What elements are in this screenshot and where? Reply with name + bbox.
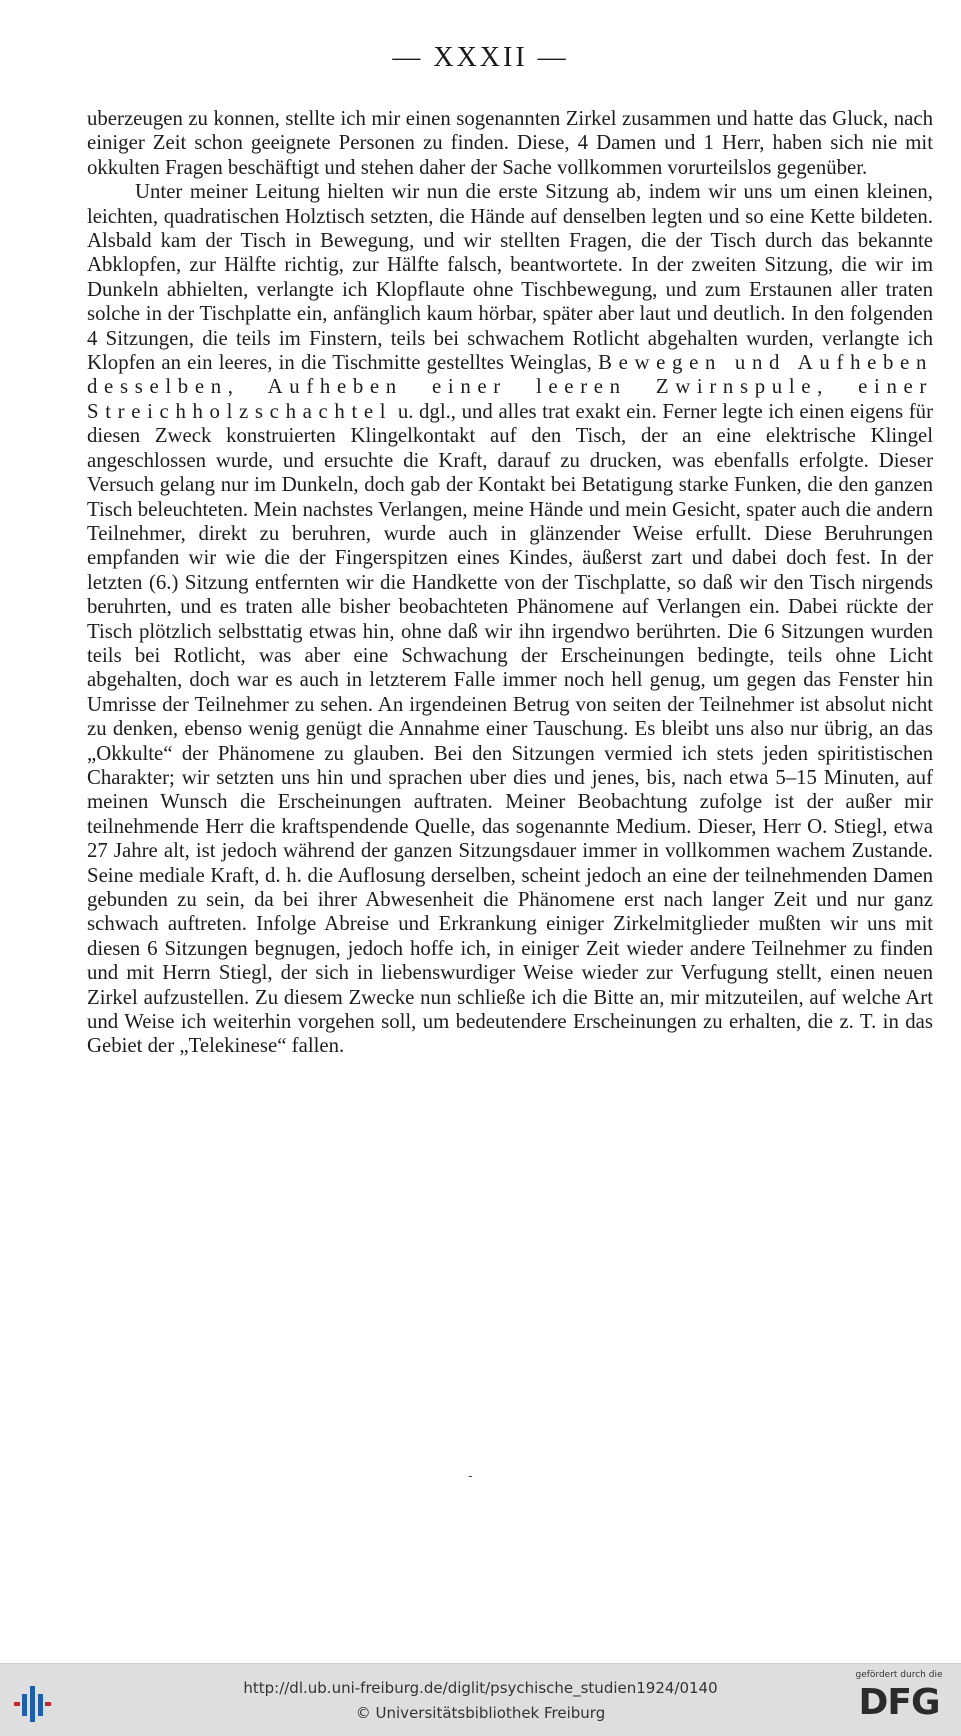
footer-copyright: © Universitätsbibliothek Freiburg bbox=[355, 1704, 606, 1722]
spaced-text: Bewegen und Aufheben desselben, Aufheben einer leeren Zwirnspule, einer Streichholzschachtel bbox=[87, 351, 933, 423]
footnote-mark: - bbox=[468, 1468, 473, 1484]
page-body bbox=[87, 107, 933, 1059]
footer-bar bbox=[0, 1663, 961, 1736]
dfg-logo-text: DFG bbox=[858, 1682, 940, 1723]
body-text: u. dgl., und alles trat exakt ein. Ferner legte ich einen eigens für diesen Zweck konstruierten Klingelkontakt auf den Tisch, der an eine elektrische Klingel angeschlossen wurde, und ersuchte die Kraft, darauf zu drucken, was ebenfalls erfolgte. Dieser Versuch gelang nur im Dunkeln, doch gab der Kontakt bei Betatigung starke Funken, die den ganzen Tisch beleuchteten. Mein nachstes Verlangen, meine Hände und mein Gesicht, spater auch die andern Teilnehmer, direkt zu beruhren, wurde auch in glänzender Weise erfullt. Diese Beruhrungen empfanden wir wie die der Fingerspitzen eines Kindes, äußerst zart und dabei doch fest. In der letzten (6.) Sitzung entfernten wir die Handkette von der Tischplatte, so daß wir den Tisch nirgends beruhrten, und es traten alle bisher beobachteten Phänomene auf Verlangen ein. Dabei rückte der Tisch plötzlich selbsttatig etwas hin, ohne daß wir ihn irgendwo berührten. Die 6 Sitzungen wurden teils bei Rotlicht, was aber eine Schwachung der Erscheinungen bedingte, teils ohne Licht abgehalten, doch war es auch in letzterem Falle immer noch hell genug, um gegen das Fenster hin Umrisse der Teilnehmer zu sehen. An irgendeinen Betrug von seiten der Teilnehmer ist absolut nicht zu denken, ebenso wenig genügt die Annahme einer Tauschung. Es bleibt uns also nur übrig, an das „Okkulte“ der Phänomene zu glauben. Bei den Sitzungen vermied ich stets jeden spiritistischen Charakter; wir setzten uns hin und sprachen uber dies und jenes, bis, nach etwa 5–15 Minuten, auf meinen Wunsch die Erscheinungen auftraten. Meiner Beobachtung zufolge ist der außer mir teilnehmende Herr die kraftspendende Quelle, das sogenannte Medium. Dieser, Herr O. Stiegl, etwa 27 Jahre alt, ist jedoch während der ganzen Sitzungsdauer immer in vollkommen wachem Zustande. Seine mediale Kraft, d. h. die Auflosung derselben, scheint jedoch an eine der teilnehmenden Damen gebunden zu sein, da bei ihrer Abwesenheit die Phänomene erst nach langer Zeit und nur ganz schwach auftreten. Infolge Abreise und Erkrankung einiger Zirkelmitglieder mußten wir uns mit diesen 6 Sitzungen begnugen, jedoch hoffe ich, in einiger Zeit wieder andere Teilnehmer zu finden und mit Herrn Stiegl, der sich in liebenswurdiger Weise wieder zur Verfugung stellt, einen neuen Zirkel aufzustellen. Zu diesem Zwecke nun schließe ich die Bitte an, mir mitzuteilen, auf welche Art und Weise ich weiterhin vorgehen soll, um bedeutendere Erscheinungen zu erhalten, die z. T. in das Gebiet der „Telekinese“ fallen. bbox=[87, 399, 933, 1058]
paragraph bbox=[87, 107, 933, 180]
dfg-logo[interactable] bbox=[849, 1670, 949, 1732]
paragraph bbox=[87, 180, 933, 1059]
body-text: Unter meiner Leitung hielten wir nun die erste Sitzung ab, indem wir uns um einen kleinen, leichten, quadratischen Holztisch setzten, die Hände auf denselben legten und so eine Kette bildeten. Alsbald kam der Tisch in Bewegung, und wir stellten Fragen, die der Tisch durch das bekannte Abklopfen, zur Hälfte richtig, zur Hälfte falsch, beantwortete. In der zweiten Sitzung, die wir im Dunkeln abhielten, verlangte ich Klopflaute ohne Tischbewegung, und zum Erstaunen aller traten solche in der Tischplatte ein, anfänglich kaum hörbar, später aber laut und deutlich. In den folgenden 4 Sitzungen, die teils im Finstern, teils bei schwachem Rotlicht abgehalten wurden, verlangte ich Klopfen an ein leeres, in die Tischmitte gestelltes Weinglas, bbox=[87, 180, 933, 375]
page-header: — XXXII — bbox=[392, 42, 569, 73]
body-text: uberzeugen zu konnen, stellte ich mir einen sogenannten Zirkel zusammen und hatte das Gluck, nach einiger Zeit schon geeignete Personen zu finden. Diese, 4 Damen und 1 Herr, haben sich nie mit okkulten Fragen beschäftigt und stehen daher der Sache vollkommen vorurteilslos gegenüber. bbox=[87, 107, 933, 179]
dfg-caption: gefördert durch die bbox=[855, 1670, 943, 1680]
footer-url[interactable]: http://dl.ub.uni-freiburg.de/diglit/psychische_studien1924/0140 bbox=[243, 1679, 718, 1697]
